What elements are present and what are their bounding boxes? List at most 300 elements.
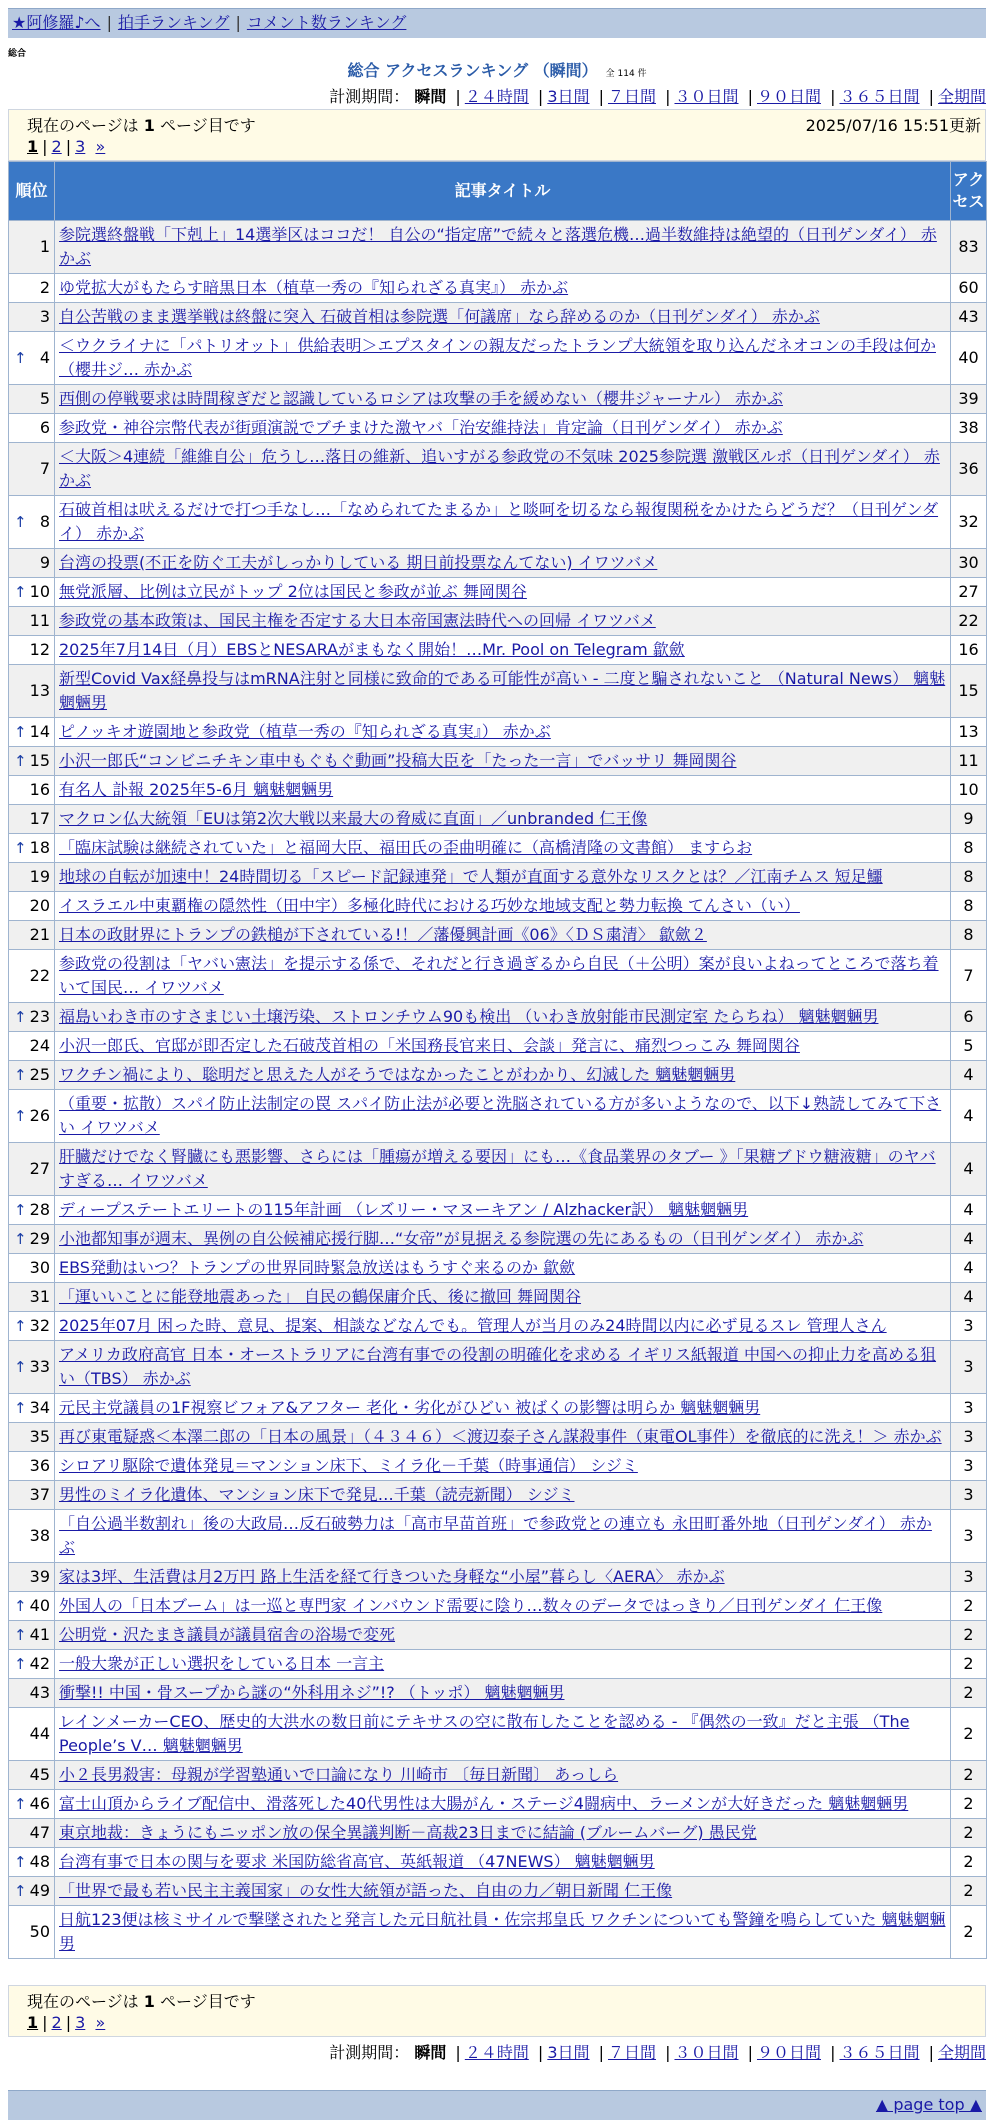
rank-cell bbox=[9, 1877, 55, 1906]
period-label: 計測期間： bbox=[329, 2043, 410, 2062]
table-row bbox=[9, 1848, 987, 1877]
access-count: 60 bbox=[951, 274, 987, 303]
rank-cell bbox=[9, 1090, 55, 1143]
table-row bbox=[9, 1790, 987, 1819]
rank-number: 49 bbox=[29, 1881, 50, 1900]
access-count: 8 bbox=[951, 834, 987, 863]
access-count: 22 bbox=[951, 607, 987, 636]
pager-current-page: 1 bbox=[27, 2013, 39, 2032]
article-title-link[interactable]: ディープステートエリートの115年計画 （レズリー・マヌーキアン / Alzhacker訳） 魑魅魍魎男 bbox=[59, 1200, 749, 1219]
period-365d-link[interactable]: ３６５日間 bbox=[839, 2043, 920, 2062]
access-count: 2 bbox=[951, 1877, 987, 1906]
pager-page-3[interactable]: 3 bbox=[75, 2013, 86, 2032]
table-row bbox=[9, 805, 987, 834]
rank-number: 16 bbox=[29, 780, 50, 799]
rank-cell bbox=[9, 1254, 55, 1283]
access-count: 4 bbox=[951, 1196, 987, 1225]
title-cell bbox=[55, 1650, 951, 1679]
period-current: 瞬間 bbox=[414, 87, 447, 106]
article-title-link[interactable]: アメリカ政府高官 日本・オーストラリアに台湾有事での役割の明確化を求める イギリス紙報道 中国への抑止力を高める狙い（TBS） 赤かぶ bbox=[59, 1345, 937, 1388]
rank-cell bbox=[9, 1819, 55, 1848]
period-separator: | bbox=[665, 2043, 671, 2062]
rank-cell bbox=[9, 665, 55, 718]
access-count: 4 bbox=[951, 1143, 987, 1196]
rank-number: 28 bbox=[29, 1200, 50, 1219]
rank-number: 27 bbox=[29, 1159, 50, 1178]
rank-cell bbox=[9, 1283, 55, 1312]
title-cell bbox=[55, 1423, 951, 1452]
title-cell bbox=[55, 1877, 951, 1906]
rank-cell bbox=[9, 1621, 55, 1650]
rank-cell bbox=[9, 1481, 55, 1510]
column-header-rank: 順位 bbox=[9, 162, 55, 221]
rank-number: 38 bbox=[29, 1526, 50, 1545]
access-count: 2 bbox=[951, 1848, 987, 1877]
period-separator: | bbox=[928, 87, 934, 106]
rank-number: 9 bbox=[39, 553, 50, 572]
rank-cell bbox=[9, 1032, 55, 1061]
title-cell bbox=[55, 863, 951, 892]
rank-up-icon: ↑ bbox=[14, 1008, 27, 1026]
rank-number: 33 bbox=[29, 1357, 50, 1376]
access-count: 32 bbox=[951, 496, 987, 549]
rank-number: 6 bbox=[39, 418, 50, 437]
comment-ranking-link[interactable]: コメント数ランキング bbox=[246, 13, 407, 32]
access-count: 40 bbox=[951, 332, 987, 385]
article-title-link[interactable]: 有名人 訃報 2025年5-6月 魑魅魍魎男 bbox=[59, 780, 334, 799]
access-count: 3 bbox=[951, 1510, 987, 1563]
table-row bbox=[9, 1819, 987, 1848]
article-title-link[interactable]: 「臨床試験は継続されていた」と福岡大臣、福田氏の歪曲明確に（高橋清隆の文書館） ますらお bbox=[59, 838, 753, 857]
title-cell bbox=[55, 1761, 951, 1790]
pager-page-3[interactable]: 3 bbox=[75, 137, 86, 156]
title-cell bbox=[55, 1708, 951, 1761]
period-7d-link[interactable]: ７日間 bbox=[607, 87, 656, 106]
rank-number: 22 bbox=[29, 966, 50, 985]
rank-cell bbox=[9, 1423, 55, 1452]
current-page-number: 1 bbox=[143, 116, 155, 135]
rank-cell bbox=[9, 892, 55, 921]
rank-number: 15 bbox=[29, 751, 50, 770]
period-24h-link[interactable]: ２４時間 bbox=[464, 2043, 529, 2062]
table-row bbox=[9, 1708, 987, 1761]
article-title-link[interactable]: 衝撃!! 中国・骨スープから謎の“外科用ネジ”!? （トッポ） 魑魅魍魎男 bbox=[59, 1683, 565, 1702]
article-title-link[interactable]: 日本の政財界にトランプの鉄槌が下されている!！／藩優興計画《06》〈ＤＳ粛清〉 歙歛２ bbox=[59, 925, 707, 944]
period-24h-link[interactable]: ２４時間 bbox=[464, 87, 529, 106]
bottom-bar bbox=[8, 2090, 986, 2120]
rank-number: 39 bbox=[29, 1567, 50, 1586]
access-count: 4 bbox=[951, 1090, 987, 1143]
rank-up-icon: ↑ bbox=[14, 1795, 27, 1813]
rank-cell bbox=[9, 274, 55, 303]
period-separator: | bbox=[598, 2043, 604, 2062]
article-title-link[interactable]: 参院選終盤戦「下剋上」14選挙区はココだ！ 自公の“指定席”で続々と落選危機…過半数維持は絶望的（日刊ゲンダイ） 赤かぶ bbox=[59, 225, 937, 268]
rank-cell bbox=[9, 385, 55, 414]
rank-cell bbox=[9, 607, 55, 636]
rank-number: 7 bbox=[39, 459, 50, 478]
title-cell bbox=[55, 1563, 951, 1592]
article-title-link[interactable]: 元民主党議員の1F視察ビフォア&アフター 老化・劣化がひどい 被ばくの影響は明らか 魑魅魍魎男 bbox=[59, 1398, 761, 1417]
top-nav-bar bbox=[8, 8, 986, 38]
rank-number: 30 bbox=[29, 1258, 50, 1277]
table-row bbox=[9, 1312, 987, 1341]
rank-number: 3 bbox=[39, 307, 50, 326]
table-row bbox=[9, 221, 987, 274]
column-header-access: アクセス bbox=[951, 162, 987, 221]
title-cell bbox=[55, 1312, 951, 1341]
rank-number: 21 bbox=[29, 925, 50, 944]
article-title-link[interactable]: 肝臓だけでなく腎臓にも悪影響、さらには「腫瘍が増える要因」にも…《食品業界のタブー 》「果糖ブドウ糖液糖」のヤバすぎる… イワツバメ bbox=[59, 1147, 936, 1190]
access-count: 3 bbox=[951, 1452, 987, 1481]
rank-number: 34 bbox=[29, 1398, 50, 1417]
title-cell bbox=[55, 1452, 951, 1481]
article-title-link[interactable]: 西側の停戦要求は時間稼ぎだと認識しているロシアは攻撃の手を緩めない（櫻井ジャーナル） 赤かぶ bbox=[59, 389, 783, 408]
article-title-link[interactable]: 2025年7月14日（月）EBSとNESARAがまもなく開始！…Mr. Pool on Telegram 歙歛 bbox=[59, 640, 685, 659]
title-cell bbox=[55, 665, 951, 718]
article-title-link[interactable]: 台湾の投票(不正を防ぐ工夫がしっかりしている 期日前投票なんてない) イワツバメ bbox=[59, 553, 658, 572]
article-title-link[interactable]: 公明党・沢たまき議員が議員宿舎の浴場で変死 bbox=[59, 1625, 396, 1644]
rank-cell bbox=[9, 1225, 55, 1254]
article-title-link[interactable]: 地球の自転が加速中！24時間切る「スピード記録連発」で人類が直面する意外なリスクとは？／江南チムス 短足鱷 bbox=[59, 867, 883, 886]
title-cell bbox=[55, 1003, 951, 1032]
ranking-table-body bbox=[9, 221, 987, 1959]
rank-cell bbox=[9, 834, 55, 863]
access-count: 6 bbox=[951, 1003, 987, 1032]
title-cell bbox=[55, 1196, 951, 1225]
title-cell bbox=[55, 747, 951, 776]
rank-cell bbox=[9, 636, 55, 665]
rank-number: 36 bbox=[29, 1456, 50, 1475]
rank-up-icon: ↑ bbox=[14, 1230, 27, 1248]
access-count: 16 bbox=[951, 636, 987, 665]
current-page-prefix: 現在のページは bbox=[27, 116, 139, 135]
rank-cell bbox=[9, 414, 55, 443]
current-page-text bbox=[27, 1989, 256, 2012]
table-row bbox=[9, 303, 987, 332]
article-title-link[interactable]: 自公苦戦のまま選挙戦は終盤に突入 石破首相は参院選「何議席」なら辞めるのか（日刊ゲンダイ） 赤かぶ bbox=[59, 307, 820, 326]
access-count: 83 bbox=[951, 221, 987, 274]
rank-cell bbox=[9, 1510, 55, 1563]
table-row bbox=[9, 549, 987, 578]
title-cell bbox=[55, 1225, 951, 1254]
article-title-link[interactable]: レインメーカーCEO、歴史的大洪水の数日前にテキサスの空に散布したことを認める - 『偶然の一致』だと主張 （The People’s V… 魑魅魍魎男 bbox=[59, 1712, 910, 1755]
title-cell bbox=[55, 443, 951, 496]
article-title-link[interactable]: 小池都知事が週末、異例の自公候補応援行脚…“女帝”が見据える参院選の先にあるもの（日刊ゲンダイ） 赤かぶ bbox=[59, 1229, 864, 1248]
article-title-link[interactable]: EBS発動はいつ？トランプの世界同時緊急放送はもうすぐ来るのか 歙歛 bbox=[59, 1258, 576, 1277]
article-title-link[interactable]: 再び東電疑惑＜本澤二郎の「日本の風景」（４３４６）＜渡辺泰子さん謀殺事件（東電OL事件）を徹底的に洗え！＞ 赤かぶ bbox=[59, 1427, 942, 1446]
table-row bbox=[9, 1254, 987, 1283]
rank-number: 35 bbox=[29, 1427, 50, 1446]
article-title-link[interactable]: 一般大衆が正しい選択をしている日本 一言主 bbox=[59, 1654, 385, 1673]
title-cell bbox=[55, 1481, 951, 1510]
title-cell bbox=[55, 1254, 951, 1283]
table-row bbox=[9, 665, 987, 718]
table-row bbox=[9, 1592, 987, 1621]
rank-number: 47 bbox=[29, 1823, 50, 1842]
table-row bbox=[9, 1563, 987, 1592]
table-row bbox=[9, 1423, 987, 1452]
period-separator: | bbox=[747, 87, 753, 106]
rank-up-icon: ↑ bbox=[14, 1201, 27, 1219]
access-count: 11 bbox=[951, 747, 987, 776]
access-count: 10 bbox=[951, 776, 987, 805]
access-count: 39 bbox=[951, 385, 987, 414]
rank-cell bbox=[9, 1061, 55, 1090]
table-row bbox=[9, 1906, 987, 1959]
title-cell bbox=[55, 303, 951, 332]
access-count: 30 bbox=[951, 549, 987, 578]
article-title-link[interactable]: ピノッキオ遊園地と参政党（植草一秀の『知られざる真実』） 赤かぶ bbox=[59, 722, 551, 741]
rank-up-icon: ↑ bbox=[14, 513, 27, 531]
article-title-link[interactable]: 小２長男殺害：母親が学習塾通いで口論になり 川崎市 〔毎日新聞〕 あっしら bbox=[59, 1765, 619, 1784]
title-cell bbox=[55, 221, 951, 274]
title-cell bbox=[55, 332, 951, 385]
updated-timestamp: 2025/07/16 15:51更新 bbox=[805, 116, 981, 135]
rank-number: 8 bbox=[39, 512, 50, 531]
article-title-link[interactable]: 小沢一郎氏“コンビニチキン車中もぐもぐ動画”投稿大臣を「たった一言」でバッサリ 舞岡関谷 bbox=[59, 751, 737, 770]
period-label: 計測期間： bbox=[329, 87, 410, 106]
rank-up-icon: ↑ bbox=[14, 1626, 27, 1644]
pager-page-2[interactable]: 2 bbox=[51, 2013, 62, 2032]
title-cell bbox=[55, 718, 951, 747]
article-title-link[interactable]: 「世界で最も若い民主主義国家」の女性大統領が語った、自由の力／朝日新聞 仁王像 bbox=[59, 1881, 673, 1900]
page-info-top bbox=[8, 109, 986, 161]
title-cell bbox=[55, 1592, 951, 1621]
table-row bbox=[9, 1196, 987, 1225]
article-title-link[interactable]: 富士山頂からライブ配信中、滑落死した40代男性は大腸がん・ステージ4闘病中、ラーメンが大好きだった 魑魅魍魎男 bbox=[59, 1794, 909, 1813]
access-count: 3 bbox=[951, 1423, 987, 1452]
title-cell bbox=[55, 578, 951, 607]
title-cell bbox=[55, 950, 951, 1003]
access-count: 8 bbox=[951, 863, 987, 892]
home-link[interactable]: ★阿修羅♪へ bbox=[12, 13, 101, 32]
period-30d-link[interactable]: ３０日間 bbox=[674, 2043, 739, 2062]
table-row bbox=[9, 607, 987, 636]
article-title-link[interactable]: 「運いいことに能登地震あった」 自民の鶴保庸介氏、後に撤回 舞岡関谷 bbox=[59, 1287, 582, 1306]
title-cell bbox=[55, 1510, 951, 1563]
period-90d-link[interactable]: ９０日間 bbox=[756, 2043, 821, 2062]
rank-cell bbox=[9, 1679, 55, 1708]
title-cell bbox=[55, 1679, 951, 1708]
title-cell bbox=[55, 1819, 951, 1848]
rank-number: 42 bbox=[29, 1654, 50, 1673]
table-row bbox=[9, 834, 987, 863]
rank-number: 50 bbox=[29, 1922, 50, 1941]
table-row bbox=[9, 496, 987, 549]
article-title-link[interactable]: 参政党・神谷宗幣代表が街頭演説でブチまけた激ヤバ「治安維持法」肯定論（日刊ゲンダイ） 赤かぶ bbox=[59, 418, 783, 437]
access-count: 3 bbox=[951, 1312, 987, 1341]
rank-number: 5 bbox=[39, 389, 50, 408]
article-title-link[interactable]: 東京地裁：きょうにもニッポン放の保全異議判断－高裁23日までに結論 (ブルームバーグ) 愚民党 bbox=[59, 1823, 757, 1842]
article-title-link[interactable]: ＜ウクライナに「パトリオット」供給表明＞エプスタインの親友だったトランプ大統領を取り込んだネオコンの手段は何か（櫻井ジ… 赤かぶ bbox=[59, 336, 936, 379]
access-count: 3 bbox=[951, 1341, 987, 1394]
article-title-link[interactable]: 男性のミイラ化遺体、マンション床下で発見…千葉（読売新聞） シジミ bbox=[59, 1485, 575, 1504]
access-count: 3 bbox=[951, 1394, 987, 1423]
article-title-link[interactable]: 無党派層、比例は立民がトップ 2位は国民と参政が並ぶ 舞岡関谷 bbox=[59, 582, 527, 601]
table-row bbox=[9, 1679, 987, 1708]
article-title-link[interactable]: 台湾有事で日本の関与を要求 米国防総省高官、英紙報道 （47NEWS） 魑魅魍魎男 bbox=[59, 1852, 655, 1871]
article-title-link[interactable]: イスラエル中東覇権の隠然性（田中宇）多極化時代における巧妙な地域支配と勢力転換 てんさい（い） bbox=[59, 896, 800, 915]
pager-separator: | bbox=[65, 2013, 72, 2032]
article-title-link[interactable]: 日航123便は核ミサイルで撃墜されたと発言した元日航社員・佐宗邦皇氏 ワクチンについても警鐘を鳴らしていた 魑魅魍魎男 bbox=[59, 1910, 946, 1953]
rank-cell bbox=[9, 1708, 55, 1761]
table-row bbox=[9, 1143, 987, 1196]
period-separator: | bbox=[537, 87, 544, 106]
article-title-link[interactable]: 「自公過半数割れ」後の大政局…反石破勢力は「高市早苗首班」で参政党との連立も 永田町番外地（日刊ゲンダイ） 赤かぶ bbox=[59, 1514, 932, 1557]
rank-number: 18 bbox=[29, 838, 50, 857]
table-row bbox=[9, 1061, 987, 1090]
article-title-link[interactable]: 外国人の「日本ブーム」は一巡と専門家 インバウンド需要に陰り…数々のデータではっきり／日刊ゲンダイ 仁王像 bbox=[59, 1596, 883, 1615]
rank-number: 11 bbox=[29, 611, 50, 630]
period-7d-link[interactable]: ７日間 bbox=[607, 2043, 656, 2062]
title-cell bbox=[55, 834, 951, 863]
article-title-link[interactable]: 参政党の基本政策は、国民主権を否定する大日本帝国憲法時代への回帰 イワツバメ bbox=[59, 611, 656, 630]
rank-cell bbox=[9, 1650, 55, 1679]
article-title-link[interactable]: ＜大阪＞4連続「維維自公」危うし…落日の維新、追いすがる参政党の不気味 2025参院選 激戦区ルポ（日刊ゲンダイ） 赤かぶ bbox=[59, 447, 940, 490]
period-separator: | bbox=[455, 87, 461, 106]
rank-number: 14 bbox=[29, 722, 50, 741]
table-row bbox=[9, 718, 987, 747]
nav-separator: | bbox=[235, 13, 241, 32]
table-row bbox=[9, 1283, 987, 1312]
table-row bbox=[9, 636, 987, 665]
rank-number: 41 bbox=[29, 1625, 50, 1644]
rank-up-icon: ↑ bbox=[14, 1107, 27, 1125]
pager-next[interactable]: » bbox=[95, 2013, 106, 2032]
period-separator: | bbox=[455, 2043, 461, 2062]
period-365d-link[interactable]: ３６５日間 bbox=[839, 87, 920, 106]
rank-cell bbox=[9, 332, 55, 385]
article-title-link[interactable]: （重要・拡散）スパイ防止法制定の罠 スパイ防止法が必要と洗脳されている方が多いようなので、以下↓熟読してみて下さい イワツバメ bbox=[59, 1094, 942, 1137]
article-title-link[interactable]: 参政党の役割は「ヤバい憲法」を提示する係で、それだと行き過ぎるから自民（＋公明）案が良いよねってところで落ち着いて国民… イワツバメ bbox=[59, 954, 939, 997]
rank-cell bbox=[9, 1790, 55, 1819]
article-title-link[interactable]: 2025年07月 困った時、意見、提案、相談などなんでも。管理人が当月のみ24時間以内に必ず見るスレ 管理人さん bbox=[59, 1316, 887, 1335]
rank-number: 29 bbox=[29, 1229, 50, 1248]
period-separator: | bbox=[598, 87, 604, 106]
table-row bbox=[9, 1032, 987, 1061]
article-title-link[interactable]: 家は3坪、生活費は月2万円 路上生活を経て行きついた身軽な“小屋”暮らし〈AERA〉 赤かぶ bbox=[59, 1567, 725, 1586]
article-title-link[interactable]: ワクチン禍により、聡明だと思えた人がそうではなかったことがわかり、幻滅した 魑魅魍魎男 bbox=[59, 1065, 736, 1084]
total-count: 全 114 件 bbox=[605, 69, 647, 79]
article-title-link[interactable]: 新型Covid Vax経鼻投与はmRNA注射と同様に致命的である可能性が高い - 二度と騙されないこと （Natural News） 魑魅魍魎男 bbox=[59, 669, 946, 712]
rank-number: 45 bbox=[29, 1765, 50, 1784]
rank-cell bbox=[9, 578, 55, 607]
title-cell bbox=[55, 1283, 951, 1312]
rank-number: 1 bbox=[39, 237, 50, 256]
table-row bbox=[9, 1452, 987, 1481]
pager-page-2[interactable]: 2 bbox=[51, 137, 62, 156]
access-count: 4 bbox=[951, 1225, 987, 1254]
rank-number: 44 bbox=[29, 1724, 50, 1743]
ranking-table bbox=[8, 161, 987, 1959]
rank-cell bbox=[9, 1143, 55, 1196]
access-count: 4 bbox=[951, 1254, 987, 1283]
title-cell bbox=[55, 1061, 951, 1090]
period-3d-link[interactable]: 3日間 bbox=[547, 87, 590, 106]
rank-cell bbox=[9, 776, 55, 805]
rank-cell bbox=[9, 1761, 55, 1790]
pager-separator: | bbox=[65, 137, 72, 156]
access-count: 36 bbox=[951, 443, 987, 496]
title-cell bbox=[55, 892, 951, 921]
access-count: 7 bbox=[951, 950, 987, 1003]
article-title-link[interactable]: マクロン仏大統領「EUは第2次大戦以来最大の脅威に直面」／unbranded 仁王像 bbox=[59, 809, 648, 828]
rank-up-icon: ↑ bbox=[14, 1358, 27, 1376]
table-row bbox=[9, 1090, 987, 1143]
title-cell bbox=[55, 1394, 951, 1423]
applause-ranking-link[interactable]: 拍手ランキング bbox=[117, 13, 230, 32]
access-count: 27 bbox=[951, 578, 987, 607]
article-title-link[interactable]: 石破首相は吠えるだけで打つ手なし…「なめられてたまるか」と啖呵を切るなら報復関税をかけたらどうだ？（日刊ゲンダイ） 赤かぶ bbox=[59, 500, 939, 543]
table-row bbox=[9, 863, 987, 892]
period-all-link[interactable]: 全期間 bbox=[937, 2043, 986, 2062]
pager-current-page: 1 bbox=[27, 137, 39, 156]
article-title-link[interactable]: ゆ党拡大がもたらす暗黒日本（植草一秀の『知られざる真実』） 赤かぶ bbox=[59, 278, 569, 297]
period-selector-top bbox=[329, 86, 986, 108]
rank-cell bbox=[9, 1848, 55, 1877]
title-cell bbox=[55, 1090, 951, 1143]
title-cell bbox=[55, 607, 951, 636]
article-title-link[interactable]: 福島いわき市のすさまじい土壌汚染、ストロンチウム90も検出 （いわき放射能市民測定室 たらちね） 魑魅魍魎男 bbox=[59, 1007, 879, 1026]
rank-number: 48 bbox=[29, 1852, 50, 1871]
table-row bbox=[9, 385, 987, 414]
access-count: 2 bbox=[951, 1819, 987, 1848]
rank-up-icon: ↑ bbox=[14, 1655, 27, 1673]
rank-number: 17 bbox=[29, 809, 50, 828]
access-count: 8 bbox=[951, 921, 987, 950]
table-row bbox=[9, 1003, 987, 1032]
rank-number: 26 bbox=[29, 1106, 50, 1125]
table-row bbox=[9, 747, 987, 776]
rank-number: 32 bbox=[29, 1316, 50, 1335]
rank-number: 12 bbox=[29, 640, 50, 659]
rank-up-icon: ↑ bbox=[14, 1882, 27, 1900]
title-cell bbox=[55, 549, 951, 578]
rank-up-icon: ↑ bbox=[14, 1399, 27, 1417]
access-count: 2 bbox=[951, 1621, 987, 1650]
period-30d-link[interactable]: ３０日間 bbox=[674, 87, 739, 106]
access-count: 3 bbox=[951, 1563, 987, 1592]
period-90d-link[interactable]: ９０日間 bbox=[756, 87, 821, 106]
table-header-row bbox=[9, 162, 987, 221]
page-top-link[interactable]: ▲ page top ▲ bbox=[875, 2095, 982, 2114]
table-row bbox=[9, 950, 987, 1003]
rank-number: 10 bbox=[29, 582, 50, 601]
table-row bbox=[9, 921, 987, 950]
period-all-link[interactable]: 全期間 bbox=[937, 87, 986, 106]
title-cell bbox=[55, 1790, 951, 1819]
pager-next[interactable]: » bbox=[95, 137, 106, 156]
period-separator: | bbox=[537, 2043, 544, 2062]
access-count: 8 bbox=[951, 892, 987, 921]
page-info-bottom bbox=[8, 1985, 986, 2037]
period-selector-bottom bbox=[329, 2042, 986, 2064]
table-row bbox=[9, 1394, 987, 1423]
table-row bbox=[9, 1341, 987, 1394]
article-title-link[interactable]: 小沢一郎氏、官邸が即否定した石破茂首相の「米国務長官来日、会談」発言に、痛烈つっこみ 舞岡関谷 bbox=[59, 1036, 800, 1055]
rank-up-icon: ↑ bbox=[14, 1317, 27, 1335]
article-title-link[interactable]: シロアリ駆除で遺体発見＝マンション床下、ミイラ化－千葉（時事通信） シジミ bbox=[59, 1456, 638, 1475]
access-count: 4 bbox=[951, 1283, 987, 1312]
rank-cell bbox=[9, 863, 55, 892]
access-count: 13 bbox=[951, 718, 987, 747]
rank-cell bbox=[9, 1394, 55, 1423]
table-row bbox=[9, 1621, 987, 1650]
title-cell bbox=[55, 776, 951, 805]
rank-number: 43 bbox=[29, 1683, 50, 1702]
period-3d-link[interactable]: 3日間 bbox=[547, 2043, 590, 2062]
column-header-title: 記事タイトル bbox=[55, 162, 951, 221]
